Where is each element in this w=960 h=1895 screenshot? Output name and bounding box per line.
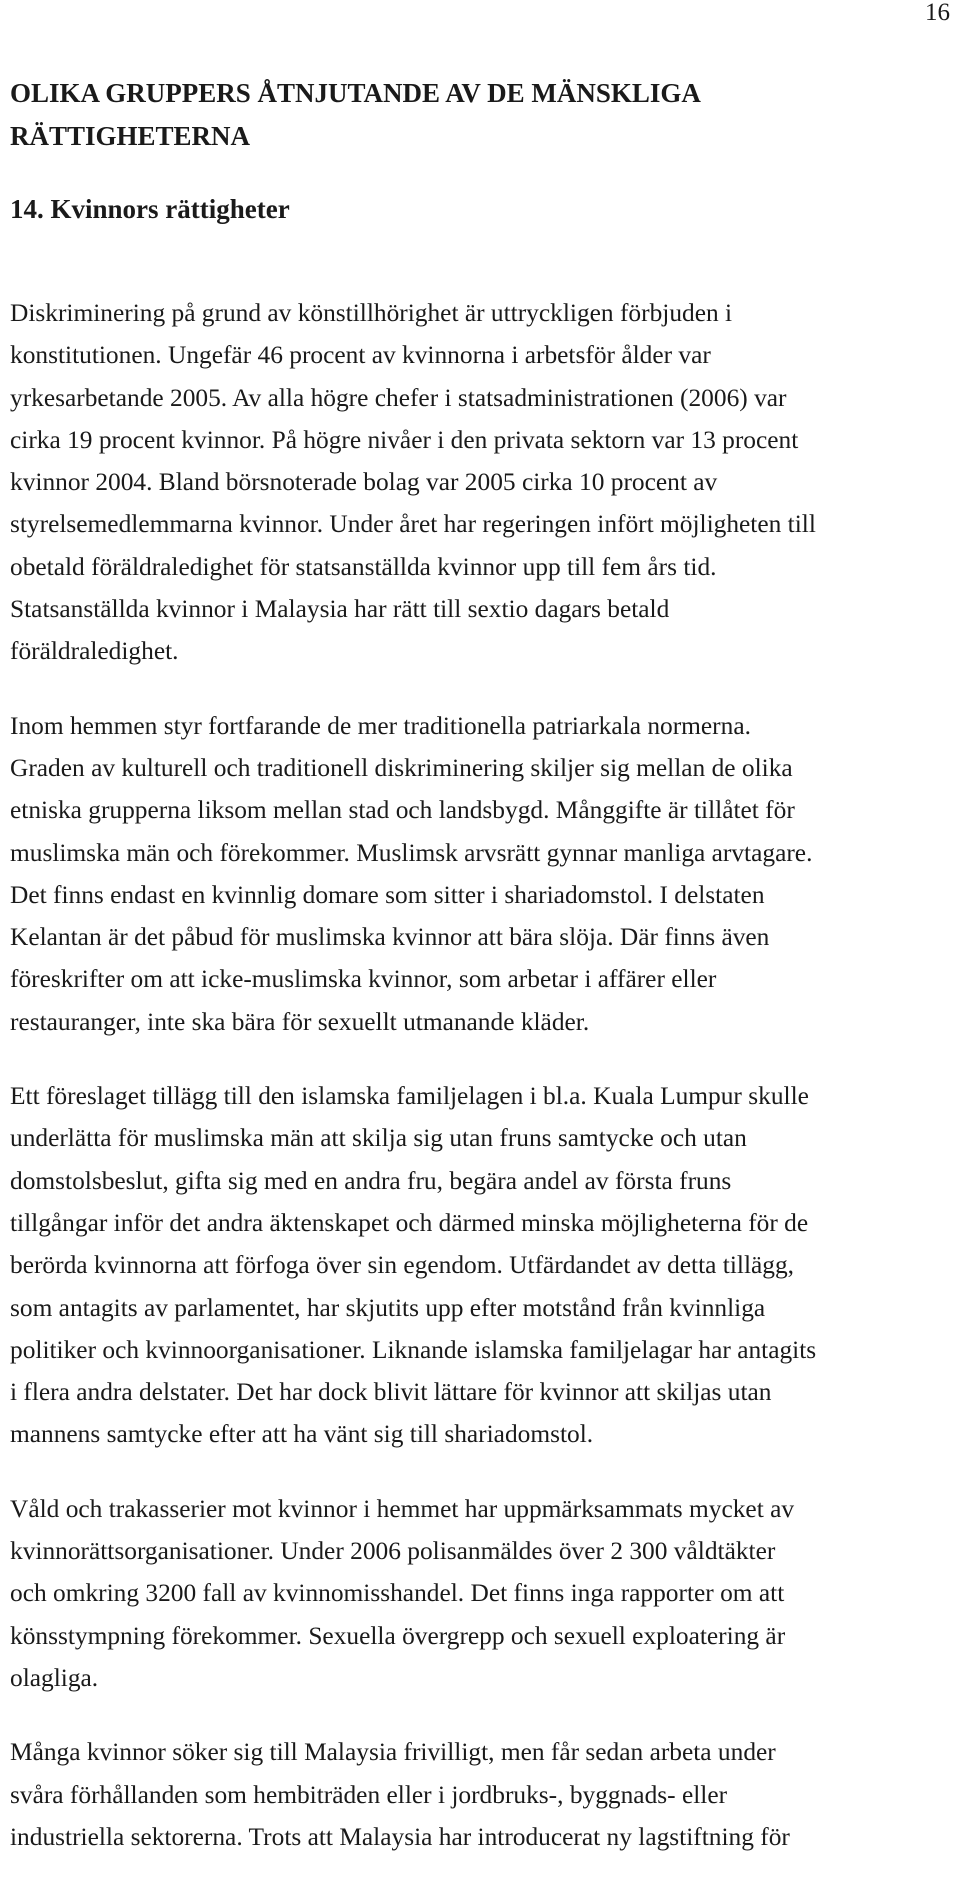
text-line: berörda kvinnorna att förfoga över sin egendom. Utfärdandet av detta tillägg, (10, 1251, 795, 1280)
paragraph-employment-statistics (10, 292, 950, 673)
paragraph-family-law (10, 1075, 950, 1456)
text-line: politiker och kvinnoorganisationer. Liknande islamska familjelagar har antagits (10, 1335, 817, 1364)
text-line: Det finns endast en kvinnlig domare som sitter i shariadomstol. I delstaten (10, 880, 765, 909)
text-line: styrelsemedlemmarna kvinnor. Under året har regeringen infört möjligheten till (10, 510, 816, 539)
paragraph-domestic-violence (10, 1488, 950, 1699)
text-line: underlätta för muslimska män att skilja sig utan fruns samtycke och utan (10, 1124, 747, 1153)
section-title-line: OLIKA GRUPPERS ÅTNJUTANDE AV DE MÄNSKLIGA (10, 78, 701, 108)
text-line: tillgångar inför det andra äktenskapet och därmed minska möjligheterna för de (10, 1208, 809, 1237)
text-line: etniska grupperna liksom mellan stad och landsbygd. Månggifte är tillåtet för (10, 796, 795, 825)
subsection-title: 14. Kvinnors rättigheter (10, 194, 290, 224)
text-line: Kelantan är det påbud för muslimska kvinnor att bära slöja. Där finns även (10, 923, 770, 952)
text-line: och omkring 3200 fall av kvinnomisshandel. Det finns inga rapporter om att (10, 1579, 785, 1608)
text-line: könsstympning förekommer. Sexuella övergrepp och sexuell exploatering är (10, 1621, 786, 1650)
text-line: industriella sektorerna. Trots att Malaysia har introducerat ny lagstiftning för (10, 1822, 790, 1851)
text-line: Inom hemmen styr fortfarande de mer traditionella patriarkala normerna. (10, 711, 751, 740)
text-line: muslimska män och förekommer. Muslimsk arvsrätt gynnar manliga arvtagare. (10, 838, 813, 867)
text-line: olagliga. (10, 1663, 99, 1692)
text-line: Ett föreslaget tillägg till den islamska familjelagen i bl.a. Kuala Lumpur skulle (10, 1082, 809, 1111)
text-line: Statsanställda kvinnor i Malaysia har rätt till sextio dagars betald (10, 595, 670, 624)
text-line: restauranger, inte ska bära för sexuellt utmanande kläder. (10, 1007, 590, 1036)
text-line: i flera andra delstater. Det har dock blivit lättare för kvinnor att skiljas utan (10, 1378, 772, 1407)
text-line: Våld och trakasserier mot kvinnor i hemmet har uppmärksammats mycket av (10, 1494, 795, 1523)
text-line: svåra förhållanden som hembiträden eller i jordbruks-, byggnads- eller (10, 1780, 728, 1809)
text-line: cirka 19 procent kvinnor. På högre nivåer i den privata sektorn var 13 procent (10, 425, 799, 454)
text-line: Många kvinnor söker sig till Malaysia frivilligt, men får sedan arbeta under (10, 1738, 776, 1767)
page-number: 16 (925, 0, 950, 26)
text-line: yrkesarbetande 2005. Av alla högre chefer i statsadministrationen (2006) var (10, 383, 787, 412)
text-line: som antagits av parlamentet, har skjutits upp efter motstånd från kvinnliga (10, 1293, 766, 1322)
paragraph-migrant-workers (10, 1731, 950, 1858)
text-line: konstitutionen. Ungefär 46 procent av kvinnorna i arbetsför ålder var (10, 341, 711, 370)
text-line: mannens samtycke efter att ha vänt sig till shariadomstol. (10, 1420, 594, 1449)
text-line: Diskriminering på grund av könstillhörighet är uttryckligen förbjuden i (10, 299, 733, 327)
text-line: föräldraledighet. (10, 637, 179, 666)
text-line: obetald föräldraledighet för statsanställda kvinnor upp till fem års tid. (10, 552, 717, 581)
section-title (10, 72, 950, 158)
text-line: Graden av kulturell och traditionell diskriminering skiljer sig mellan de olika (10, 753, 793, 782)
text-line: kvinnorättsorganisationer. Under 2006 polisanmäldes över 2 300 våldtäkter (10, 1537, 776, 1566)
section-title-line: RÄTTIGHETERNA (10, 121, 251, 151)
text-line: domstolsbeslut, gifta sig med en andra fru, begära andel av första fruns (10, 1166, 732, 1195)
text-line: föreskrifter om att icke-muslimska kvinnor, som arbetar i affärer eller (10, 965, 717, 994)
document-body (10, 72, 950, 1858)
paragraph-traditional-norms (10, 705, 950, 1043)
text-line: kvinnor 2004. Bland börsnoterade bolag var 2005 cirka 10 procent av (10, 468, 718, 497)
